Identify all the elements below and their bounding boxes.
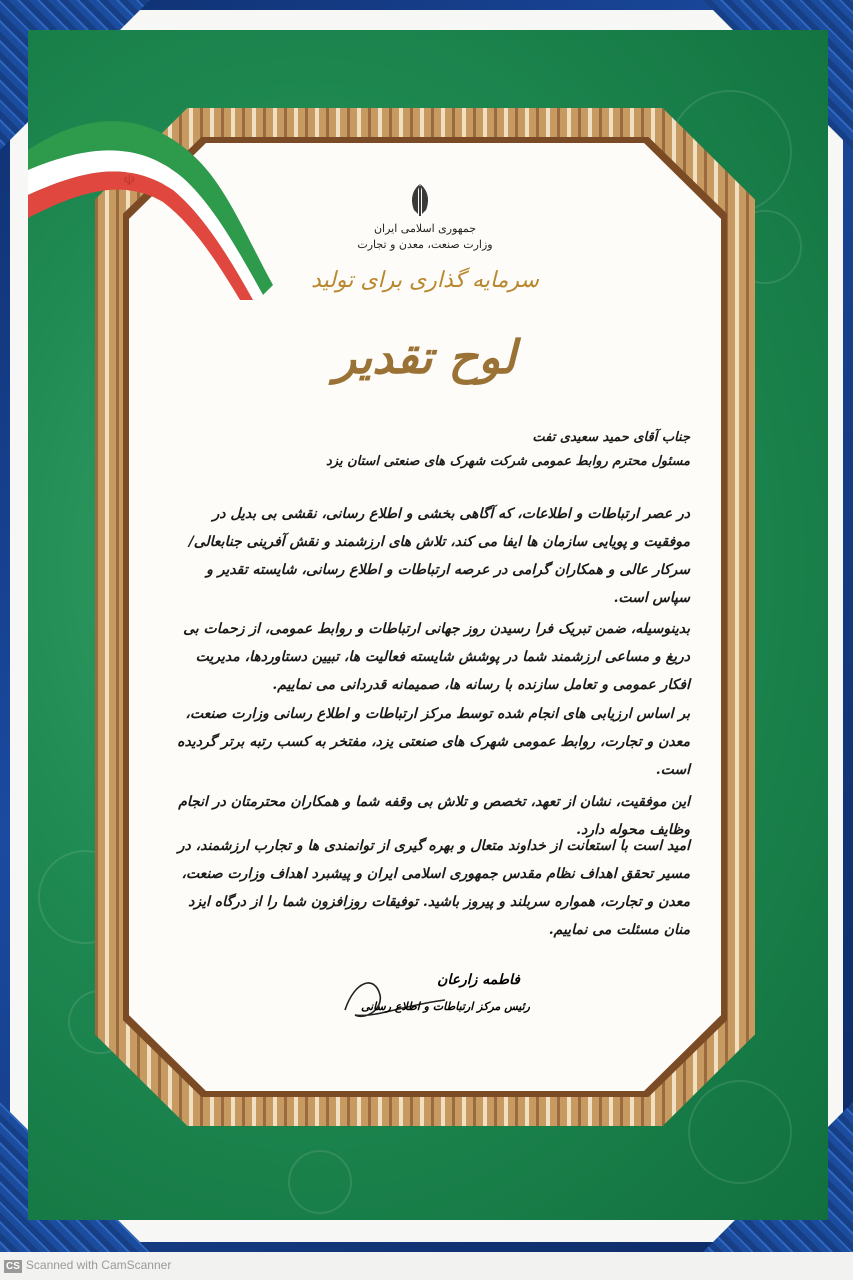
scanner-footer <box>4 1258 171 1273</box>
recipient-block <box>170 426 690 474</box>
org-line-ministry: وزارت صنعت، معدن و تجارت <box>357 238 493 251</box>
paragraph-4: این موفقیت، نشان از تعهد، تخصص و تلاش بی وقفه شما و همکاران محترمتان در انجام وظایف محوله دارد. <box>178 794 690 838</box>
iran-flag-ribbon <box>28 70 278 300</box>
recipient-name: جناب آقای حمید سعیدی تفت <box>532 430 690 445</box>
paragraph-2: بدینوسیله، ضمن تبریک فرا رسیدن روز جهانی ارتباطات و روابط عمومی، از زحمات بی دریغ و مساعی ارزشمند شما در پوشش شایسته فعالیت ها، تبیین دستاوردها، مدیریت افکار عمومی و تعامل سازنده با رسانه ها، صمیمانه قدردانی می نماییم. <box>183 621 690 693</box>
paragraph-1: در عصر ارتباطات و اطلاعات، که آگاهی بخشی و اطلاع رسانی، نقشی بی بدیل در موفقیت و پویایی سازمان ها ایفا می کند، تلاش های ارزشمند و نقش آفرینی جنابعالی/سرکار عالی و همکاران گرامی در عرصه ارتباطات و اطلاع رسانی، شایسته تقدیر و سپاس است. <box>188 506 690 606</box>
certificate-title: لوح تقدیر <box>334 330 516 384</box>
camscanner-badge: CS <box>6 1261 20 1272</box>
signatory-title: رئیس مرکز ارتباطات و اطلاع رسانی <box>360 1000 530 1013</box>
camscanner-text: Scanned with CamScanner <box>25 1258 172 1272</box>
slogan: سرمایه گذاری برای تولید <box>311 268 539 293</box>
signatory-name: فاطمه زارعان <box>437 972 520 988</box>
org-line-republic: جمهوری اسلامی ایران <box>373 222 477 235</box>
paragraph-3: بر اساس ارزیابی های انجام شده توسط مرکز ارتباطات و اطلاع رسانی وزارت صنعت، معدن و تجارت، روابط عمومی شهرک های صنعتی یزد، مفتخر به کسب رتبه برتر گردیده است. <box>177 706 690 778</box>
recipient-position: مسئول محترم روابط عمومی شرکت شهرک های صنعتی استان یزد <box>326 454 690 469</box>
paragraph-5: امید است با استعانت از خداوند متعال و بهره گیری از توانمندی ها و تجارب ارزشمند، در مسیر تحقق اهداف نظام مقدس جمهوری اسلامی ایران و پیشبرد اهداف وزارت صنعت، معدن و تجارت، همواره سربلند و پیروز باشید. توفیقات روزافزون شما را از درگاه ایزد منان مسئلت می نماییم. <box>177 838 690 938</box>
svg-text:☫: ☫ <box>123 173 136 189</box>
iran-emblem-icon <box>400 180 440 220</box>
